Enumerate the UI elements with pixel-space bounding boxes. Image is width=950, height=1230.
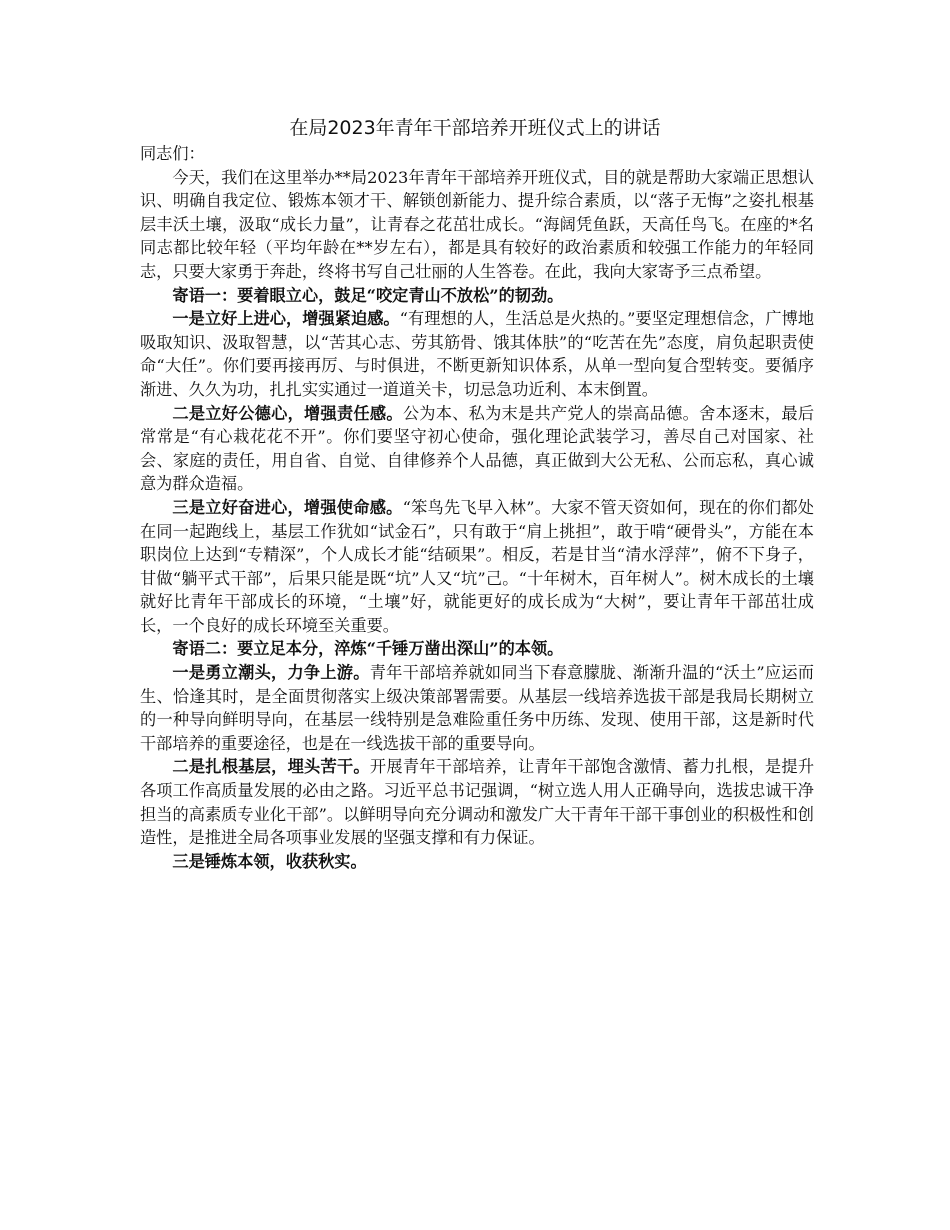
salutation: 同志们： [140,144,205,163]
paragraph-lead: 寄语二：要立足本分，淬炼“千锤万凿出深山”的本领。 [172,639,564,659]
document-title: 在局2023年青年干部培养开班仪式上的讲话 [289,117,661,139]
paragraph-lead: 三是锤炼本领，收获秋实。 [172,851,367,871]
paragraph-text: 青年干部培养就如同当下春意朦胧、渐渐升温的“沃土”应运而生、恰逢其时，是全面贯彻落实上级决策部署需要。从基层一线培养选拔干部是我局长期树立的一种导向鲜明导向，在基层一线特别是急难险重任务中历练、发现、使用干部，这是新时代干部培养的重要途径，也是在一线选拔干部的重要导向。 [140,663,814,753]
paragraph-lead: 二是立好公德心，增强责任感。 [172,403,403,423]
paragraph-text: “笨鸟先飞早入林”。大家不管天资如何，现在的你们都处在同一起跑线上，基层工作犹如“试金石”，只有敢于“肩上挑担”，敢于啃“硬骨头”，方能在本职岗位上达到“专精深”，个人成长才能“结硕果”。相反，若是甘当“清水浮萍”，俯不下身子，甘做“躺平式干部”，后果只能是既“坑”人又“坑”己。“十年树木，百年树人”。树木成长的土壤就好比青年干部成长的环境，“土壤”好，就能更好的成长成为“大树”，要让青年干部茁壮成长，一个良好的成长环境至关重要。 [140,497,814,635]
paragraph-point-2-1 [140,661,814,755]
paragraph-lead: 二是扎根基层，埋头苦干。 [172,757,370,777]
paragraph-lead: 一是勇立潮头，力争上游。 [172,663,370,683]
paragraph-text: 开展青年干部培养，让青年干部饱含激情、蓄力扎根，是提升各项工作高质量发展的必由之路。习近平总书记强调，“树立选人用人正确导向，选拔忠诚干净担当的高素质专业化干部”。以鲜明导向充分调动和激发广大干青年干部干事创业的积极性和创造性，是推进全局各项事业发展的坚强支撑和有力保证。 [140,757,815,848]
paragraph-text: 公为本、私为末是共产党人的崇高品德。舍本逐末，最后常常是“有心栽花花不开”。你们要坚守初心使命，强化理论武装学习，善尽自己对国家、社会、家庭的责任，用自省、自觉、自律修养个人品德，真正做到大公无私、公而忘私，真心诚意为群众造福。 [140,403,815,494]
paragraph-point-2-3 [140,850,814,874]
paragraph-intro [140,166,814,284]
paragraph-text: 今天，我们在这里举办**局2023年青年干部培养开班仪式，目的就是帮助大家端正思想认识、明确自我定位、锻炼本领才干、解锁创新能力、提升综合素质，以“落子无悔”之姿扎根基层丰沃土壤，汲取“成长力量”，让青春之花茁壮成长。“海阔凭鱼跃，天高任鸟飞。在座的*名同志都比较年轻（平均年龄在**岁左右），都是具有较好的政治素质和较强工作能力的年轻同志，只要大家勇于奔赴，终将书写自己壮丽的人生答卷。在此，我向大家寄予三点希望。 [140,167,814,281]
paragraph-point-2-2 [140,755,814,849]
paragraph-lead: 寄语一：要着眼立心，鼓足“咬定青山不放松”的韧劲。 [172,285,564,305]
paragraph-point-1-1 [140,307,814,401]
section-heading-2 [140,637,814,661]
paragraph-text: “有理想的人，生活总是火热的。”要坚定理想信念，广博地吸取知识、汲取智慧，以“苦其心志、劳其筋骨、饿其体肤”的“吃苦在先”态度，肩负起职责使命“大任”。你们要再接再厉、与时俱进，不断更新知识体系，从单一型向复合型转变。要循序渐进、久久为功，扎扎实实通过一道道关卡，切忌急功近利、本末倒置。 [140,309,815,399]
paragraph-point-1-3 [140,496,814,638]
document-body [140,142,814,873]
paragraph-point-1-2 [140,402,814,496]
section-heading-1 [140,284,814,308]
paragraph-lead: 一是立好上进心，增强紧迫感。 [172,309,400,329]
paragraph-lead: 三是立好奋进心，增强使命感。 [172,497,403,517]
